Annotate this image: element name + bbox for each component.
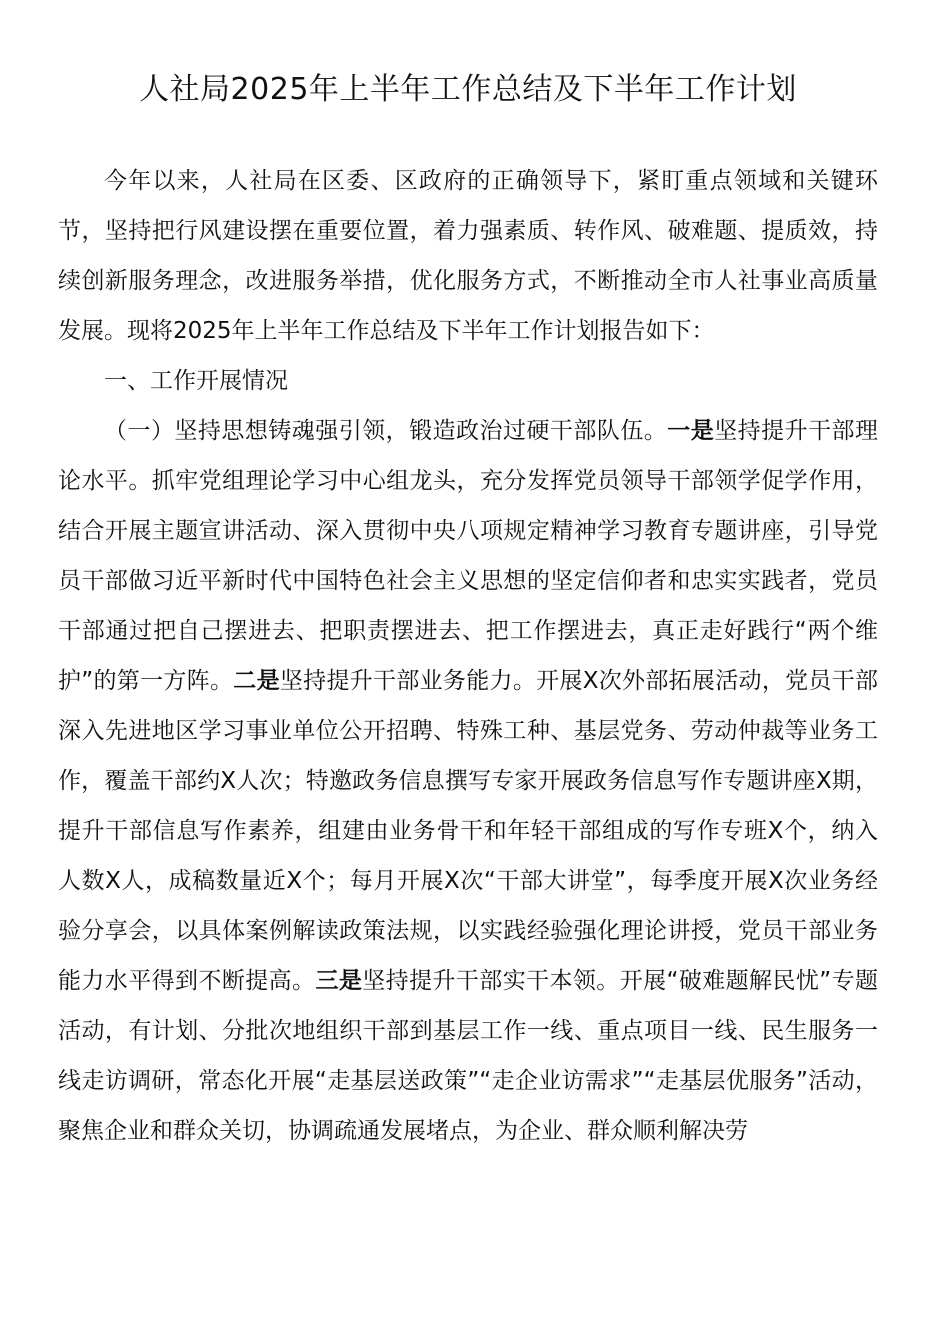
document-title: 人社局2025年上半年工作总结及下半年工作计划 [139,72,797,107]
section-heading: 一、工作开展情况 [104,368,288,394]
point-marker-3: 三是 [315,968,363,994]
point-text-1: 坚持提升干部理论水平。抓牢党组理论学习中心组龙头，充分发挥党员领导干部领学促学作用，结合开展主题宣讲活动、深入贯彻中央八项规定精神学习教育专题讲座，引导党员干部做习近平新时代中国特色社会主义思想的坚定信仰者和忠实实践者，党员干部通过把自己摆进去、把职责摆进去、把工作摆进去，真正走好践行“两个维护”的第一方阵。 [58,418,878,694]
point-text-2: 坚持提升干部业务能力。开展X次外部拓展活动，党员干部深入先进地区学习事业单位公开招聘、特殊工种、基层党务、劳动仲裁等业务工作，覆盖干部约X人次；特邀政务信息撰写专家开展政务信息写作专题讲座X期，提升干部信息写作素养，组建由业务骨干和年轻干部组成的写作专班X个，纳入人数X人，成稿数量近X个；每月开展X次“干部大讲堂”，每季度开展X次业务经验分享会，以具体案例解读政策法规，以实践经验强化理论讲授，党员干部业务能力水平得到不断提高。 [58,668,878,994]
point-text-3: 坚持提升干部实干本领。开展“破难题解民忧”专题活动，有计划、分批次地组织干部到基层工作一线、重点项目一线、民生服务一线走访调研，常态化开展“走基层送政策”“走企业访需求”“走基层优服务”活动，聚焦企业和群众关切，协调疏通发展堵点，为企业、群众顺利解决劳 [58,968,878,1144]
intro-paragraph: 今年以来，人社局在区委、区政府的正确领导下，紧盯重点领域和关键环节，坚持把行风建设摆在重要位置，着力强素质、转作风、破难题、提质效，持续创新服务理念，改进服务举措，优化服务方式，不断推动全市人社事业高质量发展。现将2025年上半年工作总结及下半年工作计划报告如下： [58,168,878,344]
point-marker-1: 一是 [667,418,715,444]
point-marker-2: 二是 [233,668,280,694]
body-paragraph [58,406,878,1156]
subsection-title: （一）坚持思想铸魂强引领，锻造政治过硬干部队伍。 [104,418,668,444]
